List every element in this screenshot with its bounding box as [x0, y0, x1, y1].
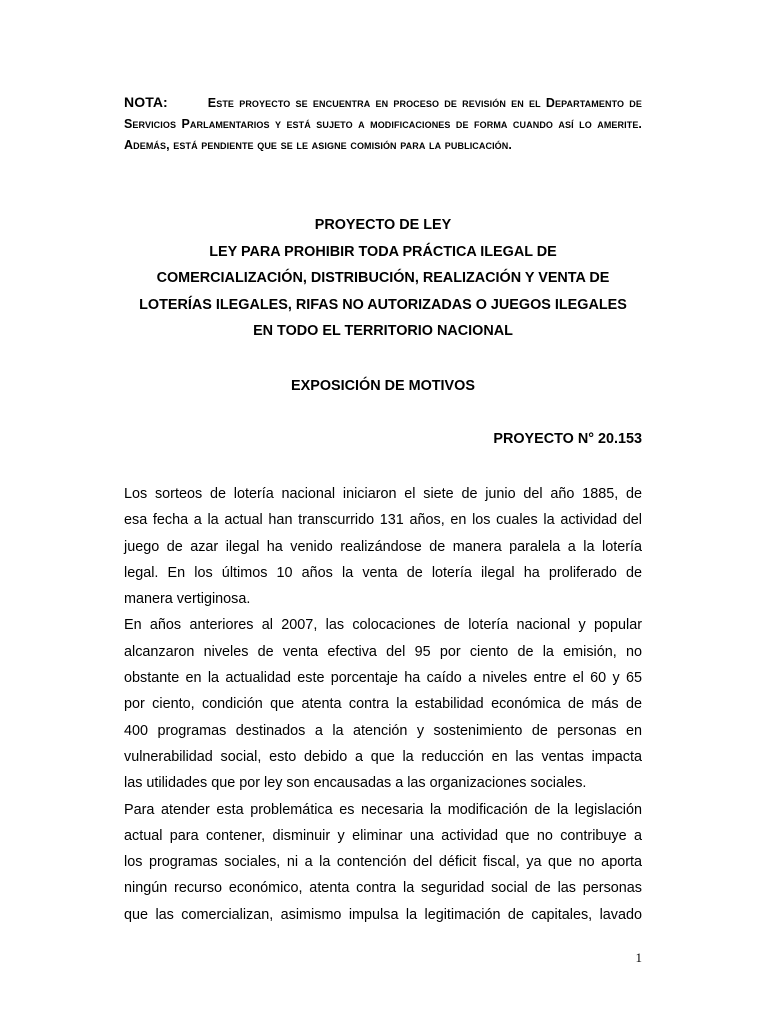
body-line: juego de azar ilegal ha venido realizándose de manera paralela a la lotería: [124, 538, 642, 555]
document-page: [124, 0, 642, 1024]
body-line: manera vertiginosa.: [124, 591, 251, 608]
body-line: Para atender esta problemática es necesaria la modificación de la legislación: [124, 801, 642, 818]
body-line: por ciento, condición que atenta contra la estabilidad económica de más de: [124, 696, 642, 713]
body-line: que las comercializan, asimismo impulsa la legitimación de capitales, lavado: [124, 906, 642, 923]
body-line: Los sorteos de lotería nacional iniciaron el siete de junio del año 1885, de: [124, 486, 642, 502]
page-number: 1: [635, 950, 642, 965]
nota-text: Este proyecto se encuentra en proceso de revisión en el Departamento de Servicios Parlamentarios y está sujeto a modificaciones de forma cuando así lo amerite. Además, está pendiente que se le asigne comisión para la publicación.: [124, 96, 642, 152]
body-line: ningún recurso económico, atenta contra la seguridad social de las personas: [124, 880, 642, 897]
title-line: COMERCIALIZACIÓN, DISTRIBUCIÓN, REALIZACIÓN Y VENTA DE: [156, 270, 610, 286]
title-line: PROYECTO DE LEY: [314, 217, 452, 233]
body-line: vulnerabilidad social, esto debido a que la reducción en las ventas impacta: [124, 748, 642, 765]
body-line: obstante en la actualidad este porcentaje ha caído a niveles entre el 60 y 65: [124, 670, 642, 687]
nota-label: NOTA:: [124, 94, 168, 110]
project-number: PROYECTO N° 20.153: [493, 431, 642, 447]
title-line: EN TODO EL TERRITORIO NACIONAL: [253, 323, 513, 339]
body-text: [124, 481, 642, 928]
body-line: las utilidades que por ley son encausadas a las organizaciones sociales.: [124, 775, 587, 792]
title-line: LEY PARA PROHIBIR TODA PRÁCTICA ILEGAL DE: [209, 243, 557, 260]
body-line: los programas sociales, ni a la contención del déficit fiscal, ya que no aporta: [124, 854, 642, 871]
nota-paragraph: [124, 92, 642, 156]
body-line: esa fecha a la actual han transcurrido 131 años, en los cuales la actividad del: [124, 512, 642, 529]
body-line: En años anteriores al 2007, las colocaciones de lotería nacional y popular: [124, 617, 642, 634]
body-line: 400 programas destinados a la atención y sostenimiento de personas en: [124, 722, 642, 739]
section-heading: EXPOSICIÓN DE MOTIVOS: [291, 378, 475, 394]
body-line: legal. En los últimos 10 años la venta de lotería ilegal ha proliferado de: [124, 564, 642, 581]
bill-title: [124, 212, 642, 345]
body-line: alcanzaron niveles de venta efectiva del 95 por ciento de la emisión, no: [124, 643, 642, 660]
title-line: LOTERÍAS ILEGALES, RIFAS NO AUTORIZADAS O JUEGOS ILEGALES: [139, 296, 627, 313]
body-line: actual para contener, disminuir y eliminar una actividad que no contribuye a: [124, 827, 642, 844]
